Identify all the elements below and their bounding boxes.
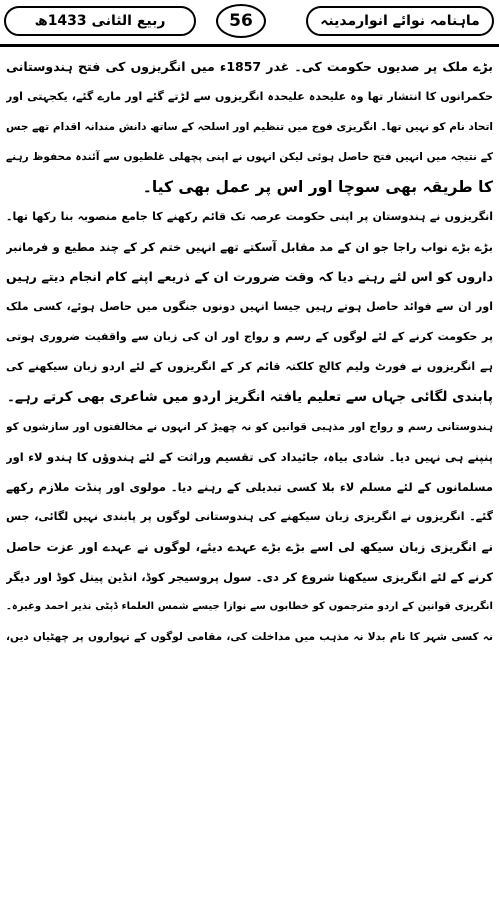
- text-line: مسلمانوں کے لئے مسلم لاء بلا کسی تبدیلی کے رہنے دیا۔ مولوی اور پنڈت ملازم رکھے: [6, 480, 493, 494]
- text-line: پر حکومت کرنے کے لئے لوگوں کے رسم و رواج اور ان کی زبان سے واقفیت ضروری ہوتی: [6, 330, 493, 343]
- text-line: کا طریقہ بھی سوچا اور اس پر عمل بھی کیا۔: [142, 178, 493, 196]
- text-line: نہ کسی شہر کا نام بدلا نہ مذہب میں مداخلت کی، مقامی لوگوں کے تہواروں پر چھٹیاں دیں،: [6, 631, 493, 643]
- text-line: اور ان سے فوائد حاصل ہوتے رہیں جیسا انہیں دونوں جنگوں میں حاصل ہوئے، کسی ملک: [6, 300, 493, 313]
- text-line: پنپنے ہی نہیں دیا۔ شادی بیاہ، جائیداد کی تقسیم وراثت کے لئے ہندوؤں کا ہندو لاء اور: [6, 450, 493, 464]
- issue-date-label: ربیع الثانی 1433ھ: [4, 6, 196, 36]
- text-line: انگریزی قوانین کے اردو مترجموں کو خطابوں سے نوازا جیسے شمس العلماء ڈپٹی نذیر احمد وغیرہ۔: [6, 601, 493, 612]
- text-line: ہندوستانی رسم و رواج اور مذہبی قوانین کو نہ چھیڑ کر انہوں نے مخالفتوں اور سازشوں کو: [6, 421, 493, 433]
- text-line: حکمرانوں کا انتشار تھا وہ علیحدہ علیحدہ انگریزوں سے لڑتے گئے اور مارے گئے، یکجہتی اور: [6, 90, 493, 103]
- text-line: اتحاد نام کو نہیں تھا۔ انگریزی فوج میں تنظیم اور اسلحہ کے ساتھ دانش مندانہ اقدام تھے جس: [6, 121, 493, 133]
- page-number: 56: [216, 4, 266, 38]
- magazine-title: ماہنامہ نوائے انوارمدینہ: [306, 6, 494, 36]
- text-line: پابندی لگائی جہاں سے تعلیم یافتہ انگریز اردو میں شاعری بھی کرتے رہے۔: [7, 389, 493, 405]
- text-line: بڑے ملک پر صدیوں حکومت کی۔ غدر 1857ء میں انگریزوں کی فتح ہندوستانی: [6, 59, 493, 74]
- header-divider: [0, 44, 499, 47]
- text-line: نے انگریزی زبان سیکھ لی اسے بڑے بڑے عہدے دیئے، لوگوں نے عہدے اور عزت حاصل: [6, 540, 493, 554]
- article-body: [6, 52, 493, 908]
- text-line: بڑے بڑے نواب راجا جو ان کے مد مقابل آسکتے تھے انہیں ختم کر کے چند مطیع و فرمانبر: [6, 240, 493, 254]
- text-line: کے نتیجہ میں انہیں فتح حاصل ہوئی لیکن انہوں نے اپنی پچھلی غلطیوں سے آئندہ محفوظ رہنے: [6, 151, 493, 163]
- text-line: گئے۔ انگریزوں نے انگریزی زبان سیکھنے کی ہندوستانی لوگوں پر پابندی نہیں لگائی، جس: [6, 510, 493, 523]
- text-line: کرنے کے لئے انگریزی سیکھنا شروع کر دی۔ سول پروسیجر کوڈ، انڈین پینل کوڈ اور دیگر: [6, 570, 493, 584]
- text-line: انگریزوں نے ہندوستان پر اپنی حکومت عرصہ تک قائم رکھنے کا جامع منصوبہ بنا رکھا تھا۔: [6, 210, 493, 223]
- text-line: داروں کو اس لئے رہنے دیا کہ وقت ضرورت ان کے ذریعے اپنے کام انجام دیتے رہیں: [6, 269, 493, 284]
- text-line: ہے انگریزوں نے فورٹ ولیم کالج کلکتہ قائم کر کے انگریزوں کے لئے اردو زبان سیکھنے کی: [6, 360, 493, 373]
